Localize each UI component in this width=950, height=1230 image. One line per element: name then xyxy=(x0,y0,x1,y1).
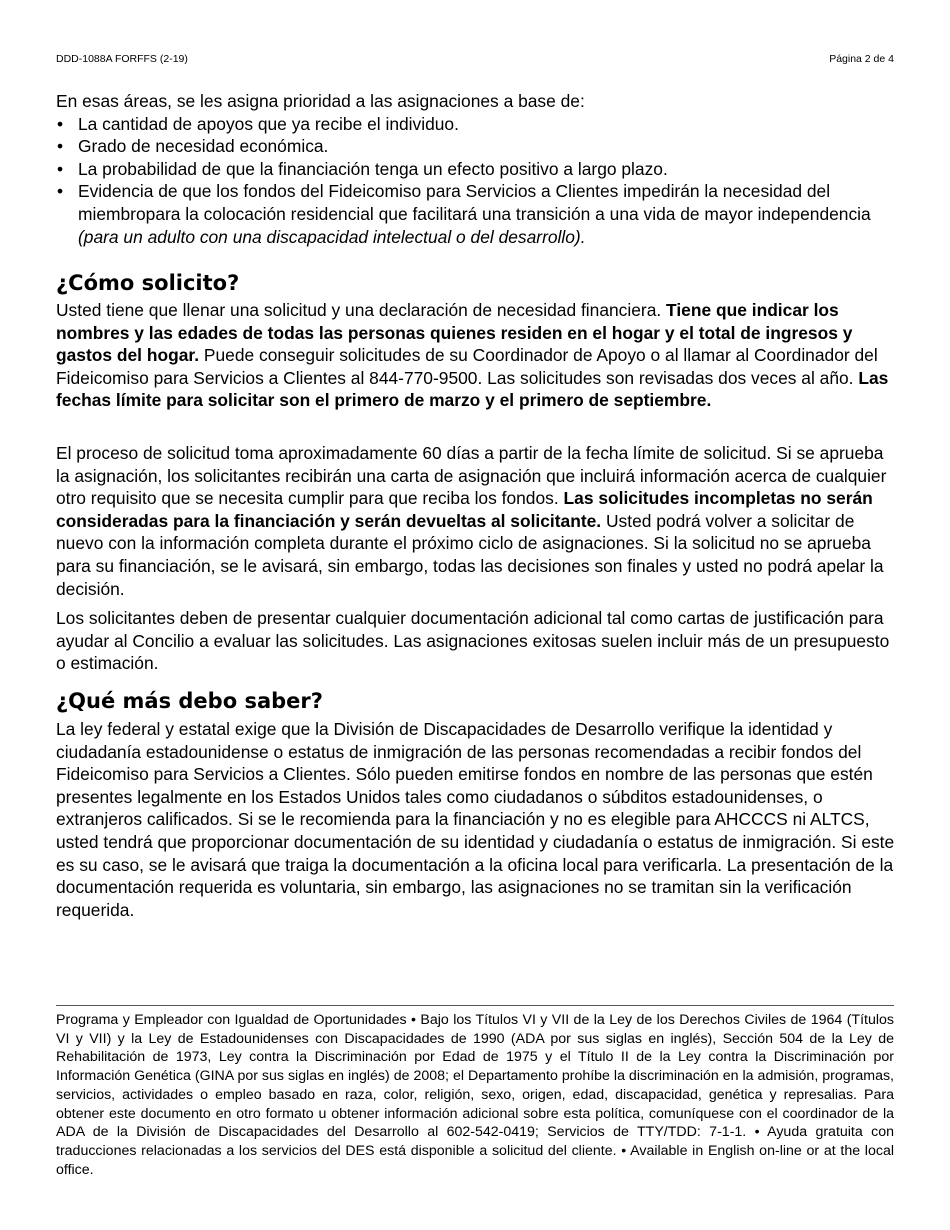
list-item: • La probabilidad de que la financiación tenga un efecto positivo a largo plazo. xyxy=(56,158,896,181)
list-item-italic: (para un adulto con una discapacidad intelectual o del desarrollo). xyxy=(78,226,586,247)
form-id: DDD-1088A FORFFS (2-19) xyxy=(56,53,188,65)
text-run: Usted tiene que llenar una solicitud y una declaración de necesidad financiera. xyxy=(56,300,662,320)
text-run: El proceso de solicitud toma aproximadamente 60 días a partir de la fecha límite de solicitud. Si se aprueba la asignación, los solicitantes recibirán una carta de asignación que incluirá información acerca de cualquier otro requisito que se necesita cumplir para que reciba los fondos. xyxy=(56,443,887,509)
how-heading: ¿Cómo solicito? xyxy=(56,271,240,295)
intro-lead: En esas áreas, se les asigna prioridad a las asignaciones a base de: xyxy=(56,91,585,111)
list-item xyxy=(56,180,896,248)
bold-run: Las solicitudes incompletas no serán consideradas para la financiación y serán devueltas al solicitante. xyxy=(56,488,873,531)
priority-list xyxy=(56,113,896,249)
how-paragraph-2 xyxy=(56,442,896,600)
more-paragraph: La ley federal y estatal exige que la División de Discapacidades de Desarrollo verifique la identidad y ciudadanía estadounidense o estatus de inmigración de las personas recomendadas a recibir fondos del Fideicomiso para Servicios a Clientes. Sólo pueden emitirse fondos en nombre de las personas que estén presentes legalmente en los Estados Unidos tales como ciudadanos o súbditos estadounidenses, o extranjeros calificados. Si se le recomienda para la financiación y no es elegible para AHCCCS ni ALTCS, usted tendrá que proporcionar documentación de su identidad y ciudadanía o estatus de inmigración. Si este es su caso, se le avisará que traiga la documentación a la oficina local para verificarla. La presentación de la documentación requerida es voluntaria, sin embargo, las asignaciones no se tramitan sin la verificación requerida. xyxy=(56,719,895,920)
text-run: Puede conseguir solicitudes de su Coordinador de Apoyo o al llamar al Coordinador del Fideicomiso para Servicios a Clientes al 844-770-9500. Las solicitudes son revisadas dos veces al año. xyxy=(56,345,878,388)
text-run: Usted podrá volver a solicitar de nuevo con la información completa durante el próximo ciclo de asignaciones. Si la solicitud no se aprueba para su financiación, se le avisará, sin embargo, todas las decisiones son finales y usted no podrá apelar la decisión. xyxy=(56,510,884,599)
legal-footer: Programa y Empleador con Igualdad de Oportunidades • Bajo los Títulos VI y VII de la Ley de los Derechos Civiles de 1964 (Títulos VI y VII) y la Ley de Estadounidenses con Discapacidades de 1990 (ADA por sus siglas en inglés), Sección 504 de la Ley de Rehabilitación de 1973, Ley contra la Discriminación por Edad de 1975 y el Título II de la Ley contra la Discriminación por Información Genética (GINA por sus siglas en inglés) de 2008; el Departamento prohíbe la discriminación en la admisión, programas, servicios, actividades o empleo basado en raza, color, religión, sexo, origen, edad, discapacidad, genética y represalias. Para obtener este documento en otro formato u obtener información adicional sobre esta política, comuníquese con el coordinador de la ADA de la División de Discapacidades del Desarrollo al 602-542-0419; Servicios de TTY/TDD: 7-1-1. • Ayuda gratuita con traducciones relacionadas a los servicios del DES está disponible a solicitud del cliente. • Available in English on-line or at the local office. xyxy=(56,1005,894,1179)
list-item-text: Evidencia de que los fondos del Fideicomiso para Servicios a Clientes impedirán la necesidad del miembropara la colocación residencial que facilitará una transición a una vida de mayor independencia xyxy=(78,181,871,224)
how-paragraph-1 xyxy=(56,299,896,412)
bold-run: Las fechas límite para solicitar son el primero de marzo y el primero de septiembre. xyxy=(56,367,889,411)
how-paragraph-3: Los solicitantes deben de presentar cualquier documentación adicional tal como cartas de justificación para ayudar al Concilio a evaluar las solicitudes. Las asignaciones exitosas suelen incluir más de un presupuesto o estimación. xyxy=(56,608,890,674)
bold-run: Tiene que indicar los nombres y las edades de todas las personas quienes residen en el hogar y el total de ingresos y gastos del hogar. xyxy=(56,300,853,366)
intro-section xyxy=(56,90,896,248)
page-number: Página 2 de 4 xyxy=(829,53,894,65)
more-heading: ¿Qué más debo saber? xyxy=(56,689,323,713)
list-item: • La cantidad de apoyos que ya recibe el individuo. xyxy=(56,113,896,136)
list-item: • Grado de necesidad económica. xyxy=(56,135,896,158)
